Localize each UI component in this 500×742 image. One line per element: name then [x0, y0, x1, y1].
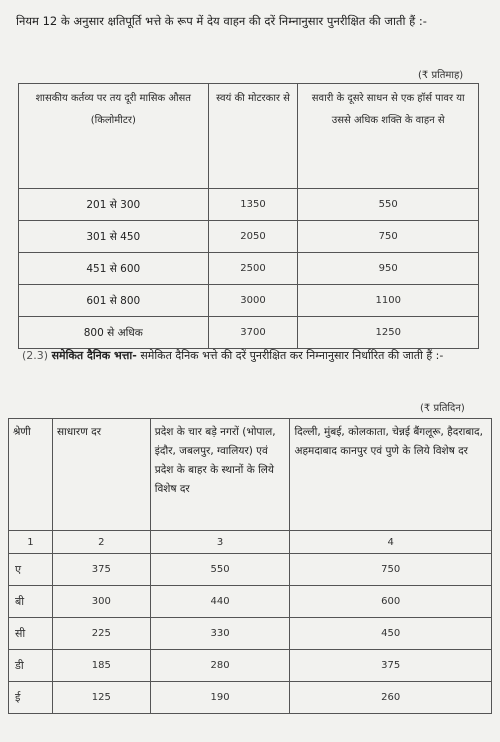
- table-cell: बी: [9, 586, 53, 618]
- table-cell: 601 से 800: [19, 285, 209, 317]
- header-other-vehicle: सवारी के दूसरे साधन से एक हॉर्स पावर या उससे अधिक शक्ति के वाहन से: [298, 84, 479, 189]
- table-cell: 2: [52, 531, 150, 554]
- table-cell: 440: [150, 586, 290, 618]
- table1-unit: (₹ प्रतिमाह): [418, 70, 464, 81]
- table-row: [19, 189, 479, 221]
- table-cell: 800 से अधिक: [19, 317, 209, 349]
- table2-unit: (₹ प्रतिदिन): [420, 403, 465, 414]
- table-cell: 950: [298, 253, 479, 285]
- table-row: [9, 586, 492, 618]
- table-cell: 201 से 300: [19, 189, 209, 221]
- table-cell: 600: [290, 586, 492, 618]
- section-text: समेकित दैनिक भत्ते की दरें पुनरीक्षित कर निम्नानुसार निर्धारित की जाती हैं :-: [140, 349, 444, 362]
- section-2-3: [22, 345, 482, 366]
- table-cell: 3700: [208, 317, 298, 349]
- table-cell: 4: [290, 531, 492, 554]
- table-cell: 1250: [298, 317, 479, 349]
- table-cell: 1100: [298, 285, 479, 317]
- table-cell: सी: [9, 618, 53, 650]
- table-cell: 300: [52, 586, 150, 618]
- table-cell: 3: [150, 531, 290, 554]
- table-row: [19, 253, 479, 285]
- table-cell: 301 से 450: [19, 221, 209, 253]
- table-cell: 280: [150, 650, 290, 682]
- header-category: श्रेणी: [9, 419, 53, 531]
- table-cell: 451 से 600: [19, 253, 209, 285]
- table-cell: 260: [290, 682, 492, 714]
- table-cell: 750: [298, 221, 479, 253]
- table-cell: 125: [52, 682, 150, 714]
- table-cell: 225: [52, 618, 150, 650]
- table-cell: 375: [52, 554, 150, 586]
- section-title: समेकित दैनिक भत्ता-: [51, 349, 137, 362]
- table-row: [19, 285, 479, 317]
- daily-allowance-table: [8, 418, 492, 714]
- table-cell: 450: [290, 618, 492, 650]
- header-normal-rate: साधारण दर: [52, 419, 150, 531]
- table-header-row: [9, 419, 492, 531]
- column-index-row: [9, 531, 492, 554]
- table-header-row: [19, 84, 479, 189]
- table-cell: 750: [290, 554, 492, 586]
- table-cell: 2500: [208, 253, 298, 285]
- table-row: [19, 221, 479, 253]
- table-cell: ए: [9, 554, 53, 586]
- table-cell: 2050: [208, 221, 298, 253]
- header-metro-rate: दिल्ली, मुंबई, कोलकाता, चेन्नई बैंगलूरू, हैदराबाद, अहमदाबाद कानपुर एवं पुणे के लिये विशेष दर: [290, 419, 492, 531]
- table-cell: 190: [150, 682, 290, 714]
- header-distance: शासकीय कर्तव्य पर तय दूरी मासिक औसत (किलोमीटर): [19, 84, 209, 189]
- intro-text: नियम 12 के अनुसार क्षतिपूर्ति भत्ते के रूप में देय वाहन की दरें निम्नानुसार पुनरीक्षित की जाती हैं :-: [16, 14, 427, 28]
- header-own-car: स्वयं की मोटरकार से: [208, 84, 298, 189]
- table-cell: 1350: [208, 189, 298, 221]
- table-cell: डी: [9, 650, 53, 682]
- table-cell: 3000: [208, 285, 298, 317]
- table-cell: 185: [52, 650, 150, 682]
- table-cell: 550: [298, 189, 479, 221]
- table-row: [9, 682, 492, 714]
- table-cell: 550: [150, 554, 290, 586]
- table-cell: ई: [9, 682, 53, 714]
- table-row: [9, 554, 492, 586]
- table-row: [19, 317, 479, 349]
- section-number: (2.3): [22, 349, 49, 362]
- table-cell: 330: [150, 618, 290, 650]
- table-cell: 375: [290, 650, 492, 682]
- table-row: [9, 618, 492, 650]
- table-cell: 1: [9, 531, 53, 554]
- table-row: [9, 650, 492, 682]
- header-state-cities-rate: प्रदेश के चार बड़े नगरों (भोपाल, इंदौर, जबलपुर, ग्वालियर) एवं प्रदेश के बाहर के स्थानों के लिये विशेष दर: [150, 419, 290, 531]
- vehicle-rate-table: [18, 83, 479, 349]
